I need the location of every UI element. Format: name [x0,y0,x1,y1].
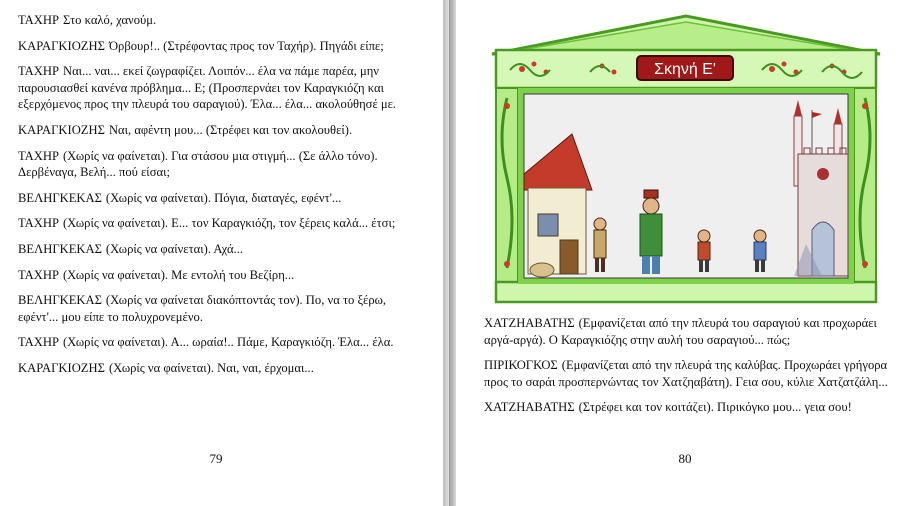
dialogue-text: Στο καλό, χανούμ. [62,13,157,27]
dialogue-text: (Χωρίς να φαίνεται). Ναι, ναι, έρχομαι... [108,360,314,375]
right-dialogue [484,315,889,425]
dialogue-text: (Χωρίς να φαίνεται). Πόγια, διαταγές, εφέντ'... [105,190,342,205]
dialogue-line [484,399,889,416]
theater-stage-illustration [482,14,890,304]
dialogue-text: (Χωρίς να φαίνεται). Με εντολή του Βεζίρη... [62,267,295,282]
left-dialogue [18,12,420,386]
dialogue-text: Ναι... ναι... εκεί ζωγραφίζει. Λοιπόν... έλα να πάμε παρέα, μην παρουσιασθεί κανένα πρόβλημα... Ε; (Προσπερνάει τον Καραγκιόζη και εξερχόμενος προς την πλευρά του σαραγιού). Έλα... έλα... ακολούθησέ με. [18,64,397,112]
scene-title: Σκηνή Ε' [654,61,716,78]
dialogue-text: (Χωρίς να φαίνεται). Ε... τον Καραγκιόζη, τον ξέρεις καλά... έτσι; [62,216,396,231]
speaker-name: ΧΑΤΖΗΑΒΑΤΗΣ [484,400,575,415]
dialogue-text: (Χωρίς να φαίνεται). Α... ωραία!.. Πάμε, Καραγκιόζη. Έλα... έλα. [62,335,394,350]
dialogue-line [18,190,420,207]
page-number-left: 79 [209,451,223,466]
speaker-name: ΤΑΧΗΡ [18,148,59,163]
speaker-name: ΚΑΡΑΓΚΙΟΖΗΣ [18,38,105,53]
dialogue-text: (Χωρίς να φαίνεται). Αχά... [105,241,244,256]
page-gutter-right [449,0,456,506]
dialogue-line [484,315,889,348]
dialogue-text: Ναι, αφέντη μου... (Στρέφει και τον ακολουθεί). [108,122,353,137]
dialogue-line [18,38,420,55]
left-page [0,0,443,506]
pediment-inner [508,22,864,52]
dialogue-text: (Στρέφει και τον κοιτάζει). Πιρικόγκο μου... γεια σου! [578,400,852,415]
dialogue-line [18,334,420,351]
dialogue-text: (Χωρίς να φαίνεται). Για στάσου μια στιγμή... (Σε άλλο τόνο). Δερβέναγα, Βελή... πού είσαι; [18,148,378,180]
dialogue-line [484,357,889,390]
dialogue-line [18,292,420,325]
dialogue-text: Όρβουρ!.. (Στρέφοντας προς τον Ταχήρ). Πηγάδι είπε; [108,38,384,53]
right-page [456,0,901,506]
dialogue-line [18,360,420,377]
speaker-name: ΤΑΧΗΡ [18,335,59,350]
speaker-name: ΚΑΡΑΓΚΙΟΖΗΣ [18,360,105,375]
speaker-name: ΒΕΛΗΓΚΕΚΑΣ [18,241,102,256]
dialogue-line [18,122,420,139]
speaker-name: ΤΑΧΗΡ [18,64,59,79]
speaker-name: ΤΑΧΗΡ [18,267,59,282]
dialogue-line [18,63,420,113]
speaker-name: ΚΑΡΑΓΚΙΟΖΗΣ [18,122,105,137]
speaker-name: ΒΕΛΗΓΚΕΚΑΣ [18,293,102,308]
page-number-right: 80 [678,451,692,466]
speaker-name: ΤΑΧΗΡ [18,13,59,27]
dialogue-line [18,267,420,284]
column-right [854,88,876,288]
dialogue-line [18,12,420,29]
speaker-name: ΒΕΛΗΓΚΕΚΑΣ [18,190,102,205]
dialogue-line [18,148,420,181]
stage-base [496,282,876,302]
dialogue-line [18,241,420,258]
speaker-name: ΠΙΡΙΚΟΓΚΟΣ [484,358,558,373]
speaker-name: ΧΑΤΖΗΑΒΑΤΗΣ [484,316,575,330]
dialogue-line [18,215,420,232]
dialogue-text: (Χωρίς να φαίνεται διακόπτοντάς τον). Πο, να το ξέρω, εφέντ'... μου είπε το πολυχρονεμένο. [18,293,387,324]
dialogue-text: (Εμφανίζεται από την πλευρά της καλύβας. Προχωράει γρήγορα προς το σαράι προσπερνώντας τον Χατζηαβάτη). Γεια σου, κύλιε Χατζατζάλη... [484,358,888,389]
column-left [496,88,518,288]
speaker-name: ΤΑΧΗΡ [18,216,59,231]
dialogue-text: (Εμφανίζεται από την πλευρά του σαραγιού και προχωράει αργά-αργά). Ο Καραγκιόζης στην αυλή του σαραγιού... πώς; [484,316,877,347]
